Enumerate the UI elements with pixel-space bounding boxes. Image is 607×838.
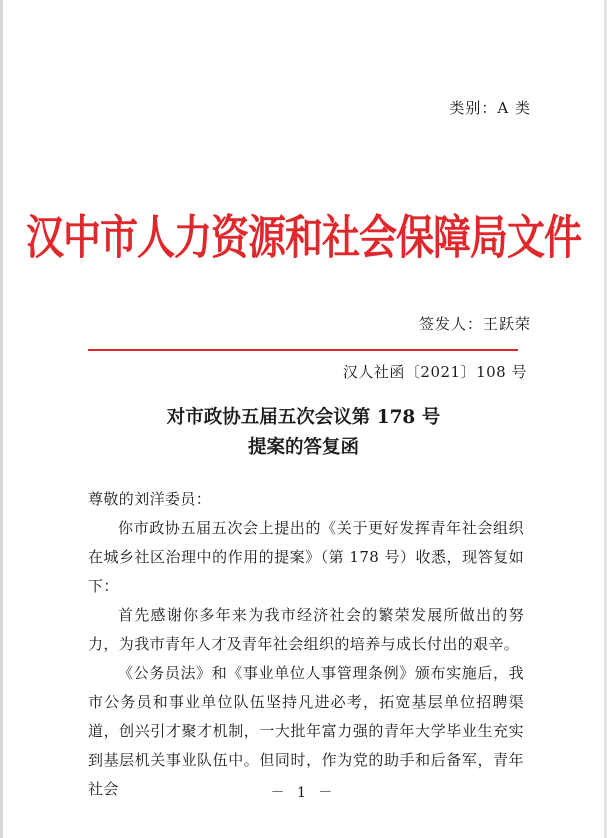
page-number: － 1 － <box>270 785 337 801</box>
document-body <box>88 485 524 804</box>
paragraph-2: 首先感谢你多年来为我市经济社会的繁荣发展所做出的努力，为我市青年人才及青年社会组织的培养与成长付出的艰辛。 <box>88 606 524 653</box>
salutation: 尊敬的刘洋委员： <box>88 490 212 508</box>
title-line-2: 提案的答复函 <box>247 437 359 458</box>
document-number: 汉人社函〔2021〕108 号 <box>342 363 527 381</box>
paragraph-3: 《公务员法》和《事业单位人事管理条例》颁布实施后，我市公务员和事业单位队伍坚持凡进必考，拓宽基层单位招聘渠道，创兴引才聚才机制，一大批年富力强的青年大学毕业生充实到基层机关事业队伍中。但同时，作为党的助手和后备军，青年社会 <box>88 664 524 798</box>
paragraph-1: 你市政协五届五次会上提出的《关于更好发挥青年社会组织在城乡社区治理中的作用的提案》（第 178 号）收悉，现答复如下： <box>88 519 524 595</box>
red-divider <box>88 349 518 351</box>
signer-label: 签发人：王跃荣 <box>418 315 531 333</box>
document-header: 汉中市人力资源和社会保障局文件 <box>25 209 581 265</box>
document-title <box>0 403 607 463</box>
title-line-1: 对市政协五届五次会议第 178 号 <box>166 407 441 428</box>
category-label: 类别：A 类 <box>449 99 531 117</box>
